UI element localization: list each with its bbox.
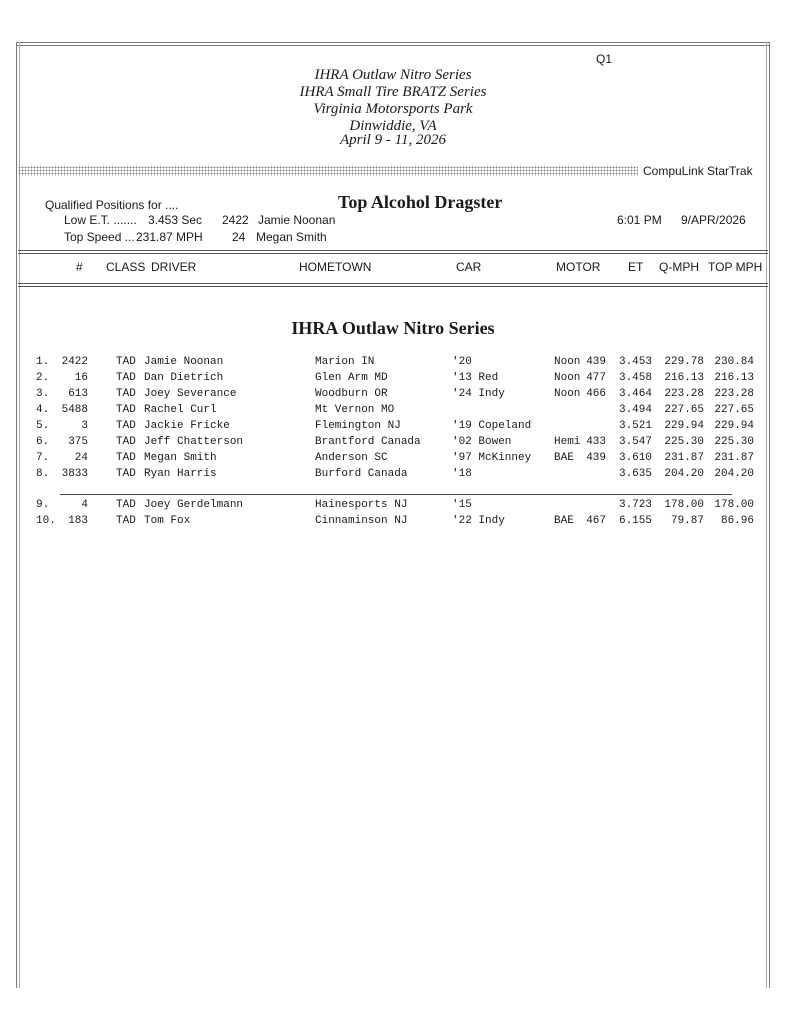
cell-cid: 466	[586, 388, 606, 400]
cell-class: TAD	[116, 436, 136, 448]
cell-hometown: Marion IN	[315, 356, 375, 368]
cell-hometown: Flemington NJ	[315, 420, 401, 432]
cell-hometown: Glen Arm MD	[315, 372, 388, 384]
cell-driver: Joey Gerdelmann	[144, 499, 244, 511]
cell-driver: Joey Severance	[144, 388, 237, 400]
cell-cid: 433	[586, 436, 606, 448]
cell-topmph: 230.84	[714, 356, 754, 368]
header-dates: April 9 - 11, 2026	[340, 132, 446, 148]
col-hometown: HOMETOWN	[299, 260, 372, 274]
page-frame-top	[16, 42, 770, 46]
cell-motor: BAE	[554, 452, 574, 464]
cell-pos: 7.	[36, 452, 50, 464]
cell-car: '22 Indy	[452, 515, 505, 527]
col-qmph: Q-MPH	[659, 260, 699, 274]
cell-num: 16	[74, 372, 88, 384]
class-title: Top Alcohol Dragster	[338, 192, 503, 212]
cell-driver: Jamie Noonan	[144, 356, 224, 368]
cell-num: 375	[68, 436, 88, 448]
cell-car: '13 Red	[452, 372, 499, 384]
qualifying-cut-line	[60, 494, 732, 495]
section-title: IHRA Outlaw Nitro Series	[291, 318, 495, 338]
cell-hometown: Anderson SC	[315, 452, 388, 464]
cell-car: '97 McKinney	[452, 452, 532, 464]
cell-topmph: 227.65	[714, 404, 754, 416]
cell-motor: BAE	[554, 515, 574, 527]
col-number: #	[76, 260, 83, 274]
cell-topmph: 231.87	[714, 452, 754, 464]
col-class: CLASS	[106, 260, 146, 274]
top-speed-label: Top Speed ...	[64, 230, 135, 244]
cell-cid: 477	[586, 372, 606, 384]
cell-motor: Hemi	[554, 436, 581, 448]
table-row	[0, 497, 786, 513]
report-date: 9/APR/2026	[681, 213, 746, 227]
header-track: Virginia Motorsports Park	[313, 101, 473, 117]
cell-qmph: 79.87	[670, 515, 704, 527]
cell-num: 183	[68, 515, 88, 527]
cell-car: '02 Bowen	[452, 436, 512, 448]
cell-topmph: 86.96	[720, 515, 754, 527]
header-location: Dinwiddie, VA	[349, 118, 437, 134]
cell-pos: 3.	[36, 388, 50, 400]
cell-car: '20	[452, 356, 472, 368]
cell-num: 3833	[61, 468, 88, 480]
header-rule-bottom-2	[18, 286, 768, 287]
cell-hometown: Mt Vernon MO	[315, 404, 395, 416]
cell-num: 24	[74, 452, 88, 464]
cell-topmph: 216.13	[714, 372, 754, 384]
cell-et: 6.155	[618, 515, 652, 527]
table-row	[0, 466, 786, 482]
cell-topmph: 178.00	[714, 499, 754, 511]
cell-num: 2422	[61, 356, 88, 368]
cell-hometown: Brantford Canada	[315, 436, 421, 448]
page-id: Q1	[596, 52, 613, 66]
table-row	[0, 354, 786, 370]
cell-driver: Rachel Curl	[144, 404, 217, 416]
low-et-number: 2422	[222, 213, 249, 227]
col-et: ET	[628, 260, 644, 274]
table-row	[0, 386, 786, 402]
cell-hometown: Hainesports NJ	[315, 499, 408, 511]
cell-hometown: Burford Canada	[315, 468, 408, 480]
cell-class: TAD	[116, 452, 136, 464]
cell-et: 3.521	[618, 420, 652, 432]
cell-qmph: 227.65	[664, 404, 704, 416]
top-speed-value: 231.87 MPH	[136, 230, 203, 244]
cell-driver: Tom Fox	[144, 515, 191, 527]
table-row	[0, 513, 786, 529]
cell-cid: 439	[586, 356, 606, 368]
cell-class: TAD	[116, 372, 136, 384]
cell-et: 3.453	[618, 356, 652, 368]
cell-pos: 6.	[36, 436, 50, 448]
header-rule-top-2	[18, 253, 768, 254]
cell-class: TAD	[116, 388, 136, 400]
cell-class: TAD	[116, 515, 136, 527]
col-topmph: TOP MPH	[708, 260, 763, 274]
cell-pos: 2.	[36, 372, 50, 384]
cell-class: TAD	[116, 468, 136, 480]
cell-num: 3	[81, 420, 88, 432]
cell-et: 3.547	[618, 436, 652, 448]
cell-qmph: 229.78	[664, 356, 704, 368]
header-series-2: IHRA Small Tire BRATZ Series	[299, 84, 487, 100]
cell-num: 613	[68, 388, 88, 400]
cell-topmph: 223.28	[714, 388, 754, 400]
cell-et: 3.610	[618, 452, 652, 464]
header-rule-bottom	[18, 283, 768, 284]
cell-pos: 5.	[36, 420, 50, 432]
cell-topmph: 204.20	[714, 468, 754, 480]
col-motor: MOTOR	[556, 260, 601, 274]
cell-driver: Dan Dietrich	[144, 372, 224, 384]
top-speed-driver: Megan Smith	[256, 230, 327, 244]
cell-pos: 9.	[36, 499, 50, 511]
cell-class: TAD	[116, 356, 136, 368]
cell-class: TAD	[116, 499, 136, 511]
low-et-driver: Jamie Noonan	[258, 213, 336, 227]
low-et-value: 3.453 Sec	[148, 213, 203, 227]
table-row	[0, 434, 786, 450]
cell-driver: Ryan Harris	[144, 468, 217, 480]
cell-cid: 467	[586, 515, 606, 527]
cell-et: 3.723	[618, 499, 652, 511]
cell-car: '19 Copeland	[452, 420, 532, 432]
cell-hometown: Woodburn OR	[315, 388, 388, 400]
cell-qmph: 225.30	[664, 436, 704, 448]
cell-hometown: Cinnaminson NJ	[315, 515, 408, 527]
cell-car: '24 Indy	[452, 388, 505, 400]
cell-topmph: 225.30	[714, 436, 754, 448]
cell-pos: 4.	[36, 404, 50, 416]
cell-qmph: 229.94	[664, 420, 704, 432]
cell-num: 4	[81, 499, 88, 511]
cell-motor: Noon	[554, 372, 581, 384]
low-et-label: Low E.T. .......	[64, 213, 137, 227]
cell-car: '18	[452, 468, 472, 480]
cell-pos: 10.	[36, 515, 56, 527]
qualified-label: Qualified Positions for ....	[45, 198, 179, 212]
cell-et: 3.635	[618, 468, 652, 480]
cell-pos: 1.	[36, 356, 50, 368]
cell-num: 5488	[61, 404, 88, 416]
cell-cid: 439	[586, 452, 606, 464]
cell-et: 3.464	[618, 388, 652, 400]
cell-qmph: 204.20	[664, 468, 704, 480]
report-time: 6:01 PM	[617, 213, 662, 227]
header-series-1: IHRA Outlaw Nitro Series	[314, 67, 472, 83]
cell-motor: Noon	[554, 388, 581, 400]
brand-label: CompuLink StarTrak	[643, 164, 753, 178]
cell-pos: 8.	[36, 468, 50, 480]
cell-et: 3.494	[618, 404, 652, 416]
table-row	[0, 450, 786, 466]
cell-qmph: 223.28	[664, 388, 704, 400]
table-row	[0, 402, 786, 418]
cell-class: TAD	[116, 404, 136, 416]
col-car: CAR	[456, 260, 482, 274]
top-speed-number: 24	[232, 230, 246, 244]
table-row	[0, 418, 786, 434]
cell-car: '15	[452, 499, 472, 511]
cell-topmph: 229.94	[714, 420, 754, 432]
cell-driver: Jeff Chatterson	[144, 436, 244, 448]
cell-driver: Jackie Fricke	[144, 420, 230, 432]
cell-motor: Noon	[554, 356, 581, 368]
header-rule-top	[18, 250, 768, 251]
cell-et: 3.458	[618, 372, 652, 384]
cell-class: TAD	[116, 420, 136, 432]
cell-qmph: 231.87	[664, 452, 704, 464]
table-row	[0, 370, 786, 386]
dotted-rule	[18, 166, 638, 176]
cell-qmph: 178.00	[664, 499, 704, 511]
col-driver: DRIVER	[151, 260, 197, 274]
cell-qmph: 216.13	[664, 372, 704, 384]
cell-driver: Megan Smith	[144, 452, 217, 464]
